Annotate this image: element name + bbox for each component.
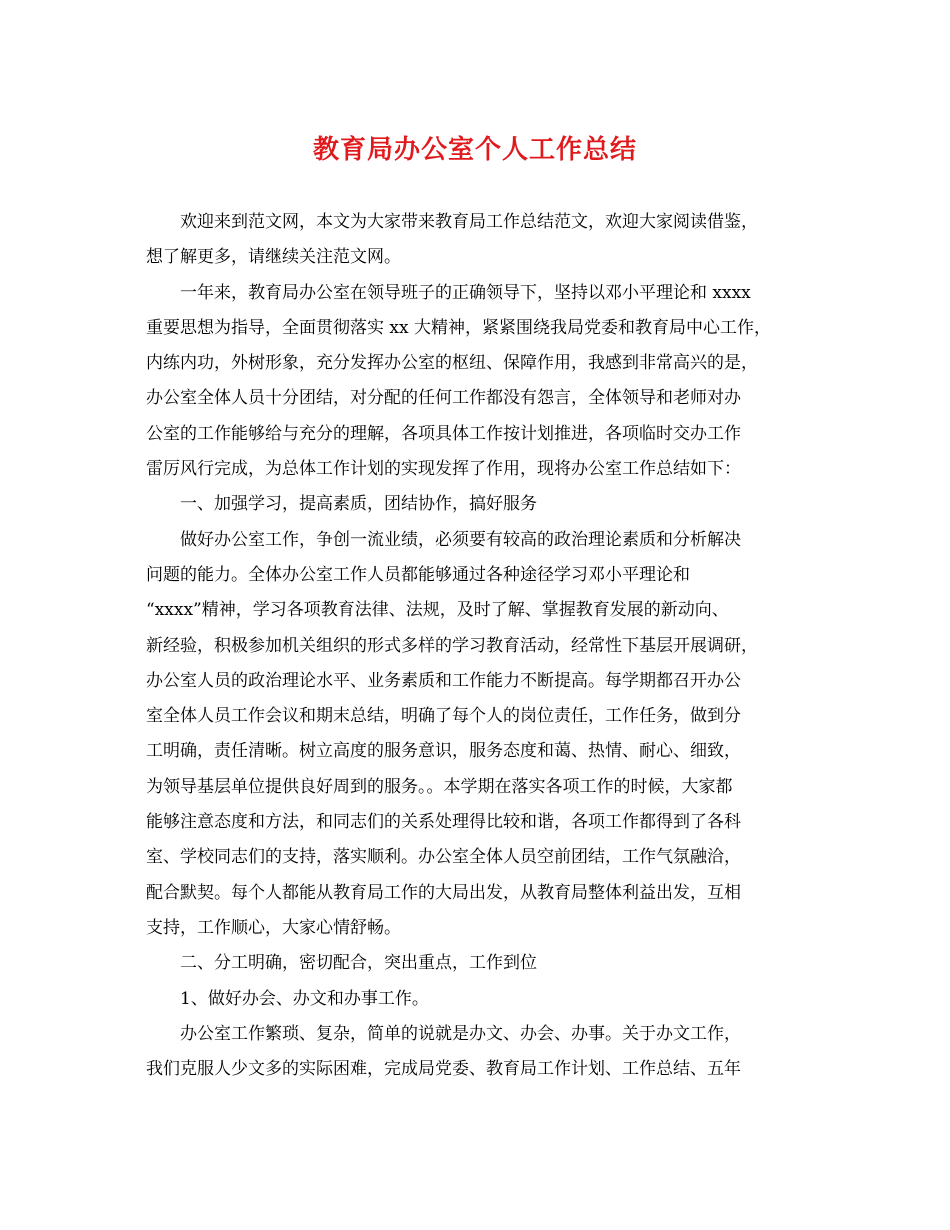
body-text-line: 支持，工作顺心，大家心情舒畅。: [146, 917, 401, 938]
body-text-line: 为领导基层单位提供良好周到的服务。。本学期在落实各项工作的时候，大家都: [146, 776, 733, 797]
body-text-line: 雷厉风行完成，为总体工作计划的实现发挥了作用，现将办公室工作总结如下：: [146, 459, 741, 480]
body-text-line: “xxxx”精神，学习各项教育法律、法规，及时了解、掌握教育发展的新动向、: [146, 600, 729, 621]
body-text-line: 办公室人员的政治理论水平、业务素质和工作能力不断提高。每学期都召开办公: [146, 670, 741, 691]
body-text-line: 做好办公室工作，争创一流业绩，必须要有较高的政治理论素质和分析解决: [180, 529, 741, 550]
body-text-line: 二、分工明确，密切配合，突出重点，工作到位: [180, 953, 537, 974]
document-title: 教育局办公室个人工作总结: [312, 135, 637, 165]
body-text-line: 新经验，积极参加机关组织的形式多样的学习教育活动，经常性下基层开展调研，: [146, 635, 758, 656]
body-text-line: 能够注意态度和方法，和同志们的关系处理得比较和谐，各项工作都得到了各科: [146, 812, 741, 833]
body-text-line: 想了解更多，请继续关注范文网。: [146, 247, 401, 268]
body-text-line: 问题的能力。全体办公室工作人员都能够通过各种途径学习邓小平理论和: [146, 564, 690, 585]
body-text-line: 一、加强学习，提高素质，团结协作，搞好服务: [180, 494, 537, 515]
body-text-line: 办公室全体人员十分团结，对分配的任何工作都没有怨言，全体领导和老师对办: [146, 388, 741, 409]
body-text-line: 室、学校同志们的支持，落实顺利。办公室全体人员空前团结，工作气氛融洽，: [146, 847, 741, 868]
body-text-line: 工明确，责任清晰。树立高度的服务意识，服务态度和蔼、热情、耐心、细致，: [146, 741, 741, 762]
body-text-line: 办公室工作繁琐、复杂，简单的说就是办文、办会、办事。关于办文工作，: [180, 1023, 741, 1044]
body-text-line: 一年来，教育局办公室在领导班子的正确领导下，坚持以邓小平理论和 xxxx: [180, 282, 751, 303]
body-text-line: 欢迎来到范文网，本文为大家带来教育局工作总结范文，欢迎大家阅读借鉴，: [180, 212, 758, 232]
body-text-line: 我们克服人少文多的实际困难，完成局党委、教育局工作计划、工作总结、五年: [146, 1059, 741, 1080]
body-text-line: 公室的工作能够给与充分的理解，各项具体工作按计划推进，各项临时交办工作: [146, 423, 741, 444]
body-text-line: 配合默契。每个人都能从教育局工作的大局出发，从教育局整体利益出发，互相: [146, 882, 741, 903]
body-text-line: 内练内功，外树形象，充分发挥办公室的枢纽、保障作用，我感到非常高兴的是，: [146, 353, 758, 374]
body-text-line: 1、做好办会、办文和办事工作。: [180, 988, 429, 1009]
document-body: [146, 205, 826, 1087]
body-text-line: 重要思想为指导，全面贯彻落实 xx 大精神，紧紧围绕我局党委和教育局中心工作，: [146, 317, 771, 338]
body-text-line: 室全体人员工作会议和期末总结，明确了每个人的岗位责任，工作任务，做到分: [146, 706, 741, 727]
